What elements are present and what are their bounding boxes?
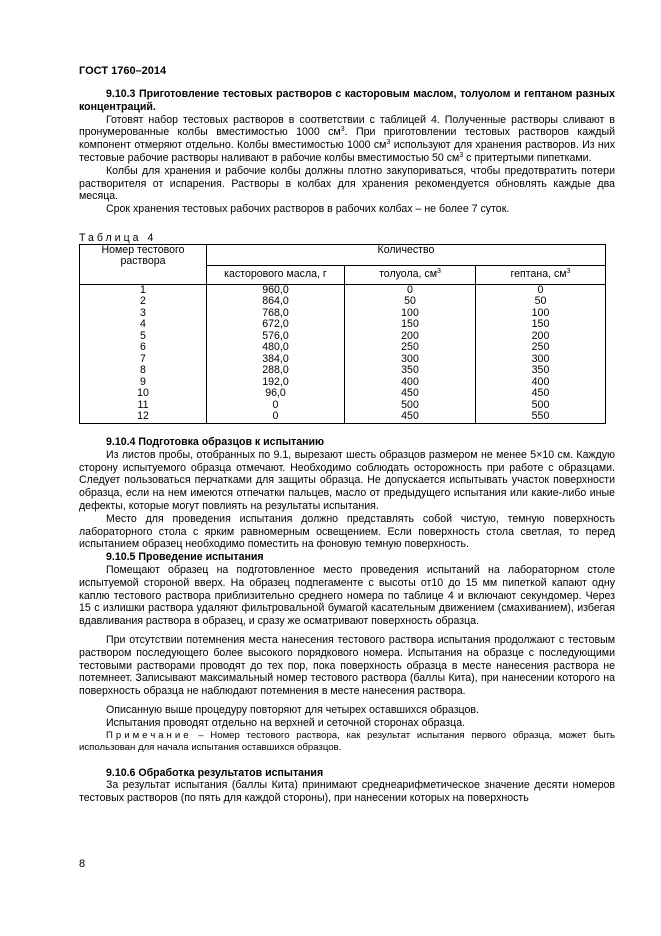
- cell-heptane: 0: [476, 284, 606, 296]
- cell-number: 9: [80, 377, 207, 389]
- cell-castor-oil: 480,0: [207, 342, 345, 354]
- table-row: [80, 400, 606, 412]
- cell-toluene: 250: [345, 342, 476, 354]
- column-header-quantity: Количество: [207, 244, 606, 265]
- section-9-10-5-paragraph-2: При отсутствии потемнения места нанесения тестового раствора испытания продолжают с тестовым раствором последующего более высокого порядкового номера. Испытания на образце с последующими тестовыми растворами проводят до тех пор, пока поверхность образца в месте нанесения раствора не потемнеет. Записывают максимальный номер тестового раствора (баллы Кита), при нанесении которого на поверхность образца не наблюдают потемнения в месте нанесения раствора.: [79, 633, 615, 698]
- cell-castor-oil: 96,0: [207, 388, 345, 400]
- table-caption: Таблица 4: [79, 231, 154, 244]
- column-header-heptane: гептана, $см^3$: [476, 265, 606, 284]
- section-9-10-5-paragraph-4: Испытания проводят отдельно на верхней и сеточной сторонах образца.: [106, 716, 466, 729]
- cell-toluene: 100: [345, 308, 476, 320]
- section-9-10-6-paragraph-1: За результат испытания (баллы Кита) принимают среднеарифметическое значение десяти номеров тестовых растворов (по пять для каждой стороны), при нанесении которых на поверхность: [79, 779, 615, 805]
- section-9-10-5-heading: 9.10.5 Проведение испытания: [106, 551, 264, 564]
- column-header-number: Номер тестового раствора: [80, 244, 207, 284]
- cell-heptane: 150: [476, 319, 606, 331]
- cell-toluene: 0: [345, 284, 476, 296]
- cell-number: 6: [80, 342, 207, 354]
- cell-toluene: 500: [345, 400, 476, 412]
- cell-heptane: 250: [476, 342, 606, 354]
- section-9-10-4-heading: 9.10.4 Подготовка образцов к испытанию: [106, 435, 325, 448]
- cell-number: 12: [80, 411, 207, 423]
- cell-heptane: 400: [476, 377, 606, 389]
- cell-heptane: 350: [476, 365, 606, 377]
- section-9-10-3-paragraph-1: Готовят набор тестовых растворов в соответствии с таблицей 4. Полученные растворы сливают в пронумерованные колбы вместимостью 1000 $см^3$. При приготовлении тестовых растворов каждый компонент отмеряют отдельно. Колбы вместимостью 1000 $см^3$ используют для хранения растворов. Из них тестовые рабочие растворы наливают в рабочие колбы вместимостью 50 $см^3$ с притертыми пипетками.: [79, 113, 615, 164]
- cell-heptane: 200: [476, 331, 606, 343]
- cell-castor-oil: 0: [207, 411, 345, 423]
- cell-heptane: 450: [476, 388, 606, 400]
- cell-number: 3: [80, 308, 207, 320]
- cell-toluene: 400: [345, 377, 476, 389]
- cell-castor-oil: 768,0: [207, 308, 345, 320]
- cell-number: 4: [80, 319, 207, 331]
- note-label: Примечание: [106, 729, 192, 741]
- cell-heptane: 300: [476, 354, 606, 366]
- cell-castor-oil: 672,0: [207, 319, 345, 331]
- page-content: [79, 88, 615, 805]
- table-row: [80, 388, 606, 400]
- cell-castor-oil: 288,0: [207, 365, 345, 377]
- cell-castor-oil: 0: [207, 400, 345, 412]
- section-9-10-3-paragraph-3: Срок хранения тестовых рабочих растворов в рабочих колбах – не более 7 суток.: [106, 203, 510, 216]
- cell-toluene: 350: [345, 365, 476, 377]
- cell-toluene: 450: [345, 388, 476, 400]
- cell-toluene: 200: [345, 331, 476, 343]
- column-header-toluene: толуола, $см^3$: [345, 265, 476, 284]
- table-row: [80, 365, 606, 377]
- cell-heptane: 50: [476, 296, 606, 308]
- section-9-10-3-heading: 9.10.3 Приготовление тестовых растворов с касторовым маслом, толуолом и гептаном разных концентраций.: [79, 88, 615, 113]
- cell-castor-oil: 864,0: [207, 296, 345, 308]
- cell-heptane: 550: [476, 411, 606, 423]
- cell-castor-oil: 576,0: [207, 331, 345, 343]
- section-9-10-4-paragraph-2: Место для проведения испытания должно представлять собой чистую, темную поверхность лабораторного стола с ярким равномерным освещением. Если поверхность стола светлая, то перед испытанием образец необходимо поместить на фоновую темную поверхность.: [79, 512, 615, 551]
- cell-number: 10: [80, 388, 207, 400]
- cell-toluene: 300: [345, 354, 476, 366]
- cell-heptane: 500: [476, 400, 606, 412]
- document-header: ГОСТ 1760–2014: [79, 65, 167, 77]
- note: [79, 730, 615, 755]
- cell-number: 5: [80, 331, 207, 343]
- cell-heptane: 100: [476, 308, 606, 320]
- cell-number: 7: [80, 354, 207, 366]
- table-row: [80, 331, 606, 343]
- cell-number: 11: [80, 400, 207, 412]
- cell-castor-oil: 960,0: [207, 284, 345, 296]
- cell-number: 1: [80, 284, 207, 296]
- table-row: [80, 319, 606, 331]
- cell-toluene: 450: [345, 411, 476, 423]
- table-4: [79, 244, 606, 424]
- section-9-10-5-paragraph-1: Помещают образец на подготовленное место проведения испытаний на лабораторном столе испытуемой стороной вверх. На образец подпегаменте с высоты от10 до 15 мм пипеткой капают одну каплю тестового раствора приблизительно среднего номера по таблице 4 и включают секундомер. Через 15 с излишки раствора удаляют фильтровальной бумагой касательным движением (смахиванием), избегая вдавливания раствора в образец, и сразу же осматривают поверхность образца.: [79, 563, 615, 628]
- table-row: [80, 377, 606, 389]
- table-body: [80, 284, 606, 423]
- cell-castor-oil: 192,0: [207, 377, 345, 389]
- section-9-10-6-heading: 9.10.6 Обработка результатов испытания: [106, 766, 324, 779]
- cell-number: 2: [80, 296, 207, 308]
- table-row: [80, 342, 606, 354]
- page-number: 8: [79, 858, 86, 870]
- note-text: – Номер тестового раствора, как результат испытания первого образца, может быть использован для начала испытания оставшихся образцов.: [79, 729, 615, 753]
- table-row: [80, 308, 606, 320]
- table-row: [80, 354, 606, 366]
- cell-number: 8: [80, 365, 207, 377]
- table-row: [80, 296, 606, 308]
- table-row: [80, 411, 606, 423]
- table-row: [80, 284, 606, 296]
- section-9-10-4-paragraph-1: Из листов пробы, отобранных по 9.1, вырезают шесть образцов размером не менее 5×10 см. Каждую сторону испытуемого образца отмечают. Необходимо соблюдать осторожность при работе с образцами. Следует пользоваться перчатками для защиты образца. Не допускается испытывать участок поверхности образца, если на нем имеются отпечатки пальцев, масло от предыдущего испытания или какие-либо иные дефекты, которые могут повлиять на результаты испытания.: [79, 448, 615, 512]
- cell-castor-oil: 384,0: [207, 354, 345, 366]
- cell-toluene: 50: [345, 296, 476, 308]
- column-header-castor-oil: касторового масла, г: [207, 265, 345, 284]
- section-9-10-3-paragraph-2: Колбы для хранения и рабочие колбы должны плотно закупориваться, чтобы предотвратить потери растворителя от испарения. Растворы в колбах для хранения рекомендуется обновлять каждые два месяца.: [79, 164, 615, 203]
- section-9-10-5-paragraph-3: Описанную выше процедуру повторяют для четырех оставшихся образцов.: [106, 703, 479, 716]
- cell-toluene: 150: [345, 319, 476, 331]
